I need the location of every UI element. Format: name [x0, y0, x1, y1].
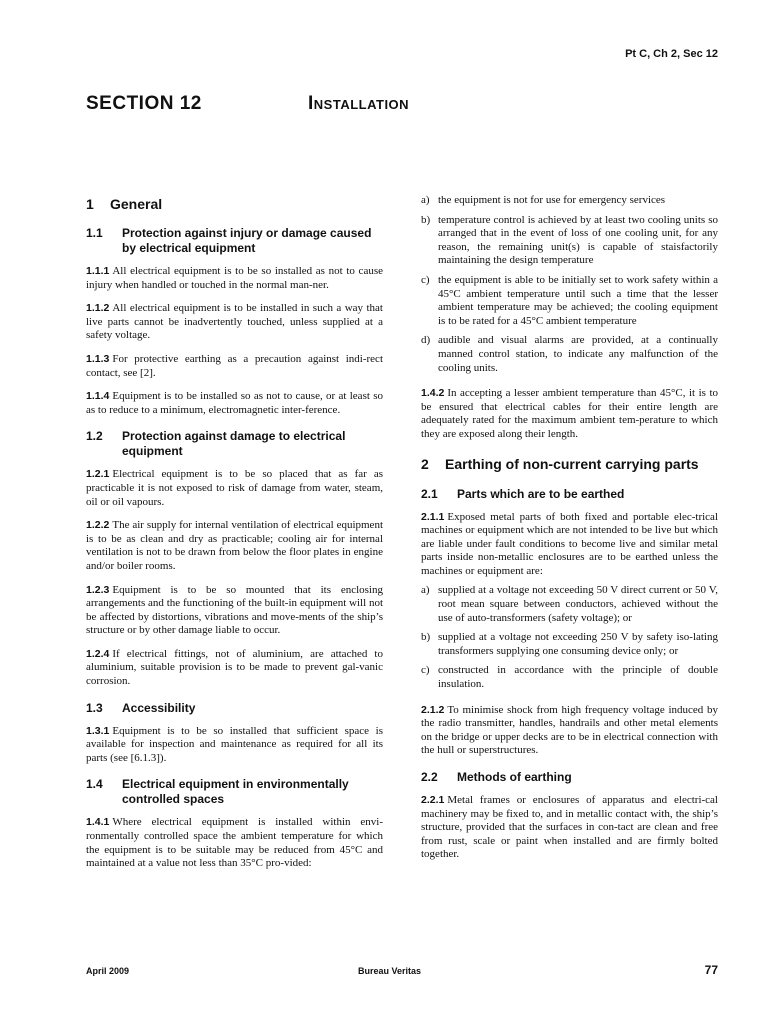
paragraph-number: 2.1.2 [421, 703, 445, 716]
list-label: b) [421, 213, 431, 226]
paragraph-text: In accepting a lesser ambient temperature than 45°C, it is to be ensured that electrical cables for their entire length are adequately rated for the maximum ambient tem-perature to which they are exposed along their length. [421, 387, 718, 440]
heading-1-2 [86, 429, 383, 459]
paragraph-text: All electrical equipment is to be installed in such a way that live parts cannot be inadvertently touched, unless supplied at a safety voltage. [86, 302, 383, 342]
list-item [421, 631, 718, 658]
list-item [421, 664, 718, 691]
paragraph-number: 1.2.1 [86, 468, 110, 481]
paragraph-text: Electrical equipment is to be so placed that as far as practicable it is not exposed to risk of damage from water, steam, oil or oil vapours. [86, 468, 383, 508]
list-item [421, 194, 718, 208]
paragraph-number: 1.1.3 [86, 352, 110, 365]
list-label: c) [421, 273, 430, 286]
heading-1-1 [86, 226, 383, 256]
paragraph-2-1-1 [421, 511, 718, 579]
paragraph-number: 1.1.2 [86, 302, 110, 315]
paragraph-1-2-4 [86, 648, 383, 689]
section-number: SECTION 12 [86, 93, 202, 114]
paragraph-number: 1.1.1 [86, 265, 110, 277]
heading-title: General [110, 196, 163, 212]
paragraph-text: Exposed metal parts of both fixed and portable elec-trical machines or equipment which are not intended to be live but which are liable under fault conditions to become live and similar metal parts inside non-metallic enclosures are to be earthed unless the machines or equipment are: [421, 510, 718, 577]
list-text: the equipment is able to be initially set to work safety within a 45°C ambient temperature until such a time that the lesser ambient temperature may be achieved; the cooling equipment is to be rated for a 45°C ambient temperature [438, 273, 718, 327]
list-label: c) [421, 664, 430, 677]
paragraph-number: 2.1.1 [421, 510, 445, 523]
paragraph-1-2-3 [86, 584, 383, 638]
footer-publisher: Bureau Veritas [358, 966, 422, 976]
paragraph-text: Metal frames or enclosures of apparatus and electri-cal machinery may be fixed to, and in metallic contact with, the ship’s structure, provided that the surfaces in con-tact are clean and free from rust, scale or paint when installed and are firmly bolted together. [421, 794, 718, 861]
paragraph-number: 1.2.3 [86, 583, 110, 596]
page-header-reference: Pt C, Ch 2, Sec 12 [625, 48, 718, 60]
list-text: supplied at a voltage not exceeding 50 V direct current or 50 V, root mean square between conductors, achieved without the use of auto-transformers (safety voltage); or [438, 584, 718, 624]
list-label: d) [421, 334, 431, 347]
paragraph-1-1-2 [86, 302, 383, 343]
list-item [421, 584, 718, 625]
paragraph-1-1-1 [86, 265, 383, 292]
heading-title: Parts which are to be earthed [457, 486, 625, 501]
list-text: the equipment is not for use for emergency services [438, 194, 666, 206]
heading-number: 1.2 [86, 429, 103, 444]
paragraph-1-4-2 [421, 387, 718, 441]
right-column [421, 194, 718, 872]
list-item [421, 274, 718, 328]
heading-number: 2 [421, 455, 429, 472]
paragraph-1-1-3 [86, 353, 383, 380]
list-label: a) [421, 194, 430, 206]
heading-title: Protection against damage to electrical equipment [122, 429, 346, 459]
paragraph-text: For protective earthing as a precaution against indi-rect contact, see [2]. [86, 352, 383, 379]
paragraph-2-1-2 [421, 704, 718, 758]
list-text: audible and visual alarms are provided, at a continually manned control station, to indicate any malfunction of the cooling units. [438, 334, 718, 374]
list-text: temperature control is achieved by at least two cooling units so arranged that in the event of loss of one cooling unit, for any reason, the remaining unit(s) is capable of staisfactorily maintaining the design temperature [438, 213, 718, 267]
list-label: a) [421, 584, 430, 597]
list-item [421, 334, 718, 375]
paragraph-text: Equipment is to be installed so as not to cause, or at least so as to reduce to a minimum, electromagnetic inter-ference. [86, 390, 383, 416]
heading-2-2 [421, 770, 718, 785]
heading-2 [421, 456, 718, 473]
paragraph-2-2-1 [421, 794, 718, 862]
heading-2-1 [421, 487, 718, 502]
list-text: constructed in accordance with the principle of double insulation. [438, 664, 718, 691]
paragraph-number: 1.2.4 [86, 647, 110, 660]
paragraph-text: All electrical equipment is to be so installed as not to cause injury when handled or touched in the normal man-ner. [86, 265, 383, 291]
section-title: Installation [308, 93, 410, 114]
heading-1-4 [86, 777, 383, 807]
paragraph-number: 1.4.1 [86, 816, 110, 829]
heading-1-3 [86, 701, 383, 716]
paragraph-number: 2.2.1 [421, 794, 445, 806]
paragraph-text: If electrical fittings, not of aluminium, are attached to aluminium, suitable provision is to be made to prevent gal-vanic corrosion. [86, 647, 383, 688]
heading-number: 1.1 [86, 226, 103, 240]
paragraph-text: To minimise shock from high frequency voltage induced by the radio transmitter, handles, handrails and other metal elements on the bridge or upper decks are to be in electrical connection with the hull or superstructures. [421, 703, 718, 757]
heading-title: Earthing of non-current carrying parts [445, 455, 699, 472]
heading-title: Accessibility [122, 700, 196, 715]
paragraph-1-4-1 [86, 816, 383, 870]
paragraph-1-2-1 [86, 468, 383, 509]
paragraph-number: 1.1.4 [86, 390, 110, 403]
paragraph-text: Equipment is to be so installed that sufficient space is available for inspection and maintenance as required for all its parts (see [6.1.3]). [86, 724, 383, 764]
list-label: b) [421, 631, 431, 644]
heading-number: 2.1 [421, 486, 438, 501]
paragraph-1-1-4 [86, 390, 383, 417]
paragraph-number: 1.2.2 [86, 519, 110, 532]
paragraph-text: The air supply for internal ventilation of electrical equipment is to be as clean and dry as practicable; cooling air for internal ventilation is not to be drawn from below the floor plates in engine and/or boiler rooms. [86, 519, 383, 572]
paragraph-1-3-1 [86, 725, 383, 766]
heading-title: Protection against injury or damage caused by electrical equipment [122, 226, 372, 255]
paragraph-1-2-2 [86, 519, 383, 573]
heading-1 [86, 196, 383, 212]
heading-number: 1 [86, 196, 94, 212]
paragraph-number: 1.4.2 [421, 387, 445, 400]
heading-number: 1.3 [86, 700, 103, 715]
page-number: 77 [704, 963, 718, 977]
heading-number: 2.2 [421, 770, 438, 784]
heading-number: 1.4 [86, 777, 103, 792]
heading-title: Electrical equipment in environmentally controlled spaces [122, 777, 349, 807]
footer-date: April 2009 [86, 966, 130, 976]
list-text: supplied at a voltage not exceeding 250 V by safety iso-lating transformers supplying one consuming device only; or [438, 631, 718, 657]
heading-title: Methods of earthing [457, 770, 572, 784]
left-column [86, 194, 383, 881]
paragraph-text: Where electrical equipment is installed within envi-ronmentally controlled space the ambient temperature for which the equipment is to be suitable may be reduced from 45°C and maintained at a value not less than 35°C pro-vided: [86, 816, 383, 870]
paragraph-text: Equipment is to be so mounted that its enclosing arrangements and the functioning of the built-in equipment will not be affected by distortions, vibrations and move-ments of the ship’s structure or by other damage liable to occur. [86, 583, 383, 637]
paragraph-number: 1.3.1 [86, 724, 110, 737]
list-item [421, 214, 718, 268]
